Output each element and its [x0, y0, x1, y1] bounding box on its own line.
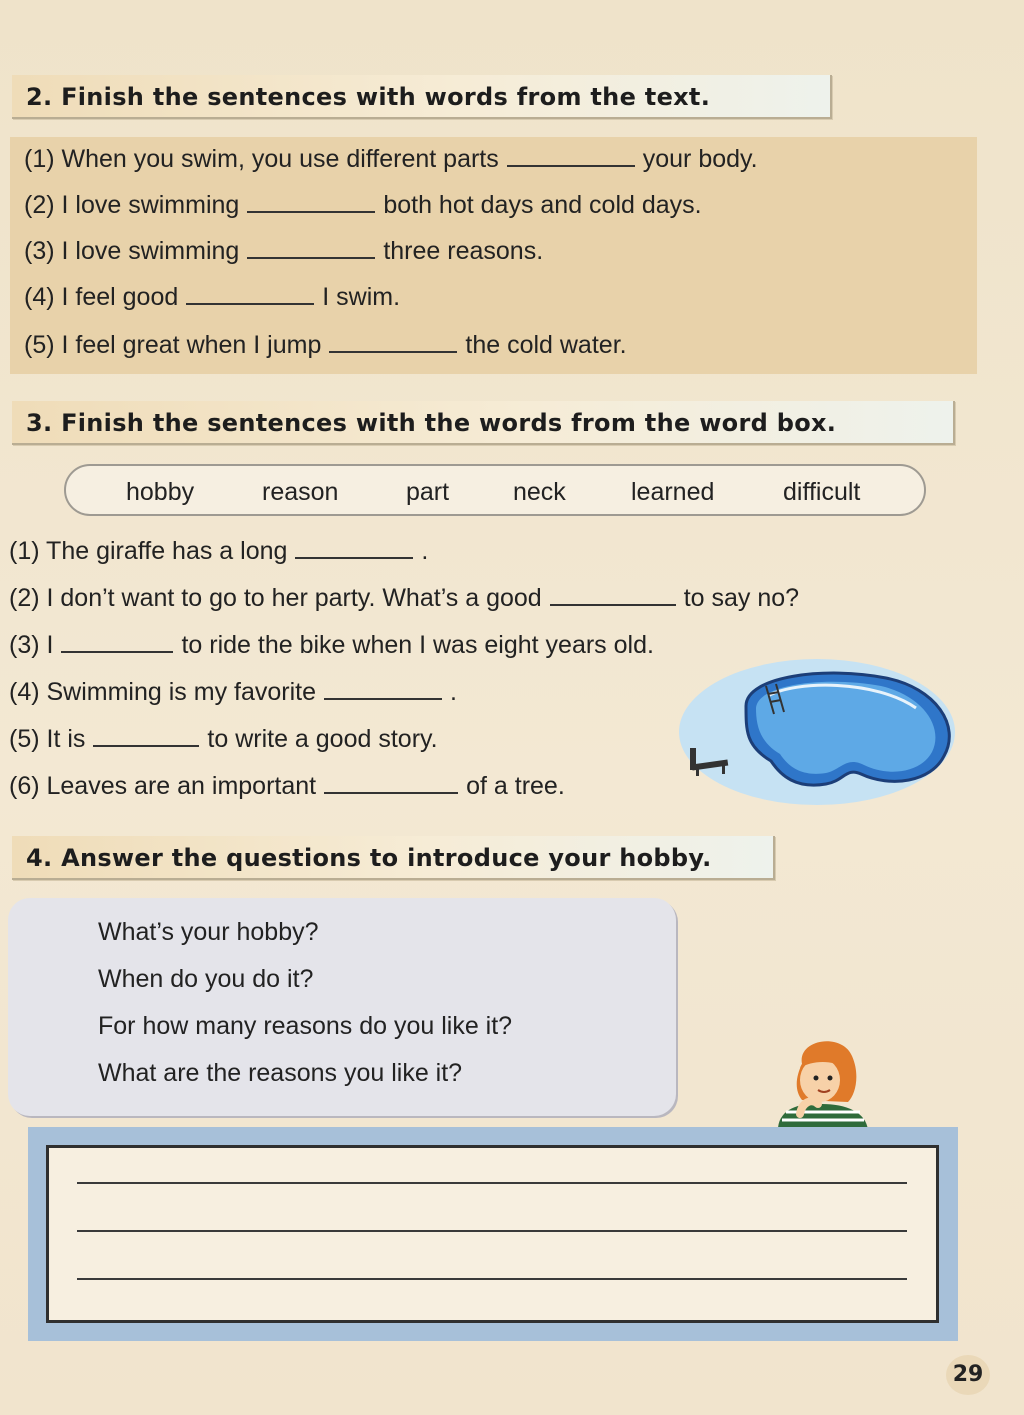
section-3-heading: 3. Finish the sentences with the words from the word box.	[12, 401, 955, 445]
word-box-item: reason	[262, 478, 339, 506]
section-4-heading: 4. Answer the questions to introduce your hobby.	[12, 836, 775, 880]
section-2-sentence-4: (4) I feel good I swim.	[24, 283, 401, 311]
question-panel	[8, 898, 676, 1116]
word-box-item: hobby	[126, 478, 195, 506]
word-box-item: learned	[631, 478, 715, 506]
section-3-sentence-2: (2) I don’t want to go to her party. What’s a good to say no?	[9, 584, 800, 612]
question-4: What are the reasons you like it?	[98, 1059, 463, 1087]
answer-box-frame	[28, 1127, 958, 1341]
word-box-item: difficult	[783, 478, 861, 506]
section-2-sentence-5: (5) I feel great when I jump the cold water.	[24, 331, 627, 359]
fill-blank[interactable]	[507, 143, 635, 167]
fill-blank[interactable]	[550, 582, 676, 606]
fill-blank[interactable]	[324, 676, 442, 700]
word-box	[64, 464, 926, 516]
girl-illustration	[772, 1034, 872, 1130]
fill-blank[interactable]	[93, 723, 199, 747]
word-box-item: neck	[513, 478, 566, 506]
answer-writing-area[interactable]	[46, 1145, 939, 1323]
section-3-sentence-4: (4) Swimming is my favorite .	[9, 678, 457, 706]
section-2-heading: 2. Finish the sentences with words from the text.	[12, 75, 832, 119]
section-2-sentence-3: (3) I love swimming three reasons.	[24, 237, 544, 265]
fill-blank[interactable]	[329, 329, 457, 353]
section-2-sentence-1: (1) When you swim, you use different parts your body.	[24, 145, 758, 173]
page-number: 29	[946, 1355, 990, 1395]
section-3-sentence-6: (6) Leaves are an important of a tree.	[9, 772, 565, 800]
fill-blank[interactable]	[247, 189, 375, 213]
fill-blank[interactable]	[295, 535, 413, 559]
section-2-sentence-2: (2) I love swimming both hot days and cold days.	[24, 191, 702, 219]
question-2: When do you do it?	[98, 965, 314, 993]
question-1: What’s your hobby?	[98, 918, 319, 946]
question-3: For how many reasons do you like it?	[98, 1012, 513, 1040]
section-3-sentence-1: (1) The giraffe has a long .	[9, 537, 429, 565]
fill-blank[interactable]	[61, 629, 173, 653]
section-3-sentence-3: (3) I to ride the bike when I was eight years old.	[9, 631, 654, 659]
section-2-sentence-panel	[10, 137, 977, 374]
word-box-item: part	[406, 478, 450, 506]
fill-blank[interactable]	[186, 281, 314, 305]
section-3-sentence-5: (5) It is to write a good story.	[9, 725, 438, 753]
fill-blank[interactable]	[247, 235, 375, 259]
answer-line	[77, 1230, 907, 1232]
answer-line	[77, 1182, 907, 1184]
swimming-pool-illustration	[676, 656, 958, 808]
answer-line	[77, 1278, 907, 1280]
fill-blank[interactable]	[324, 770, 458, 794]
